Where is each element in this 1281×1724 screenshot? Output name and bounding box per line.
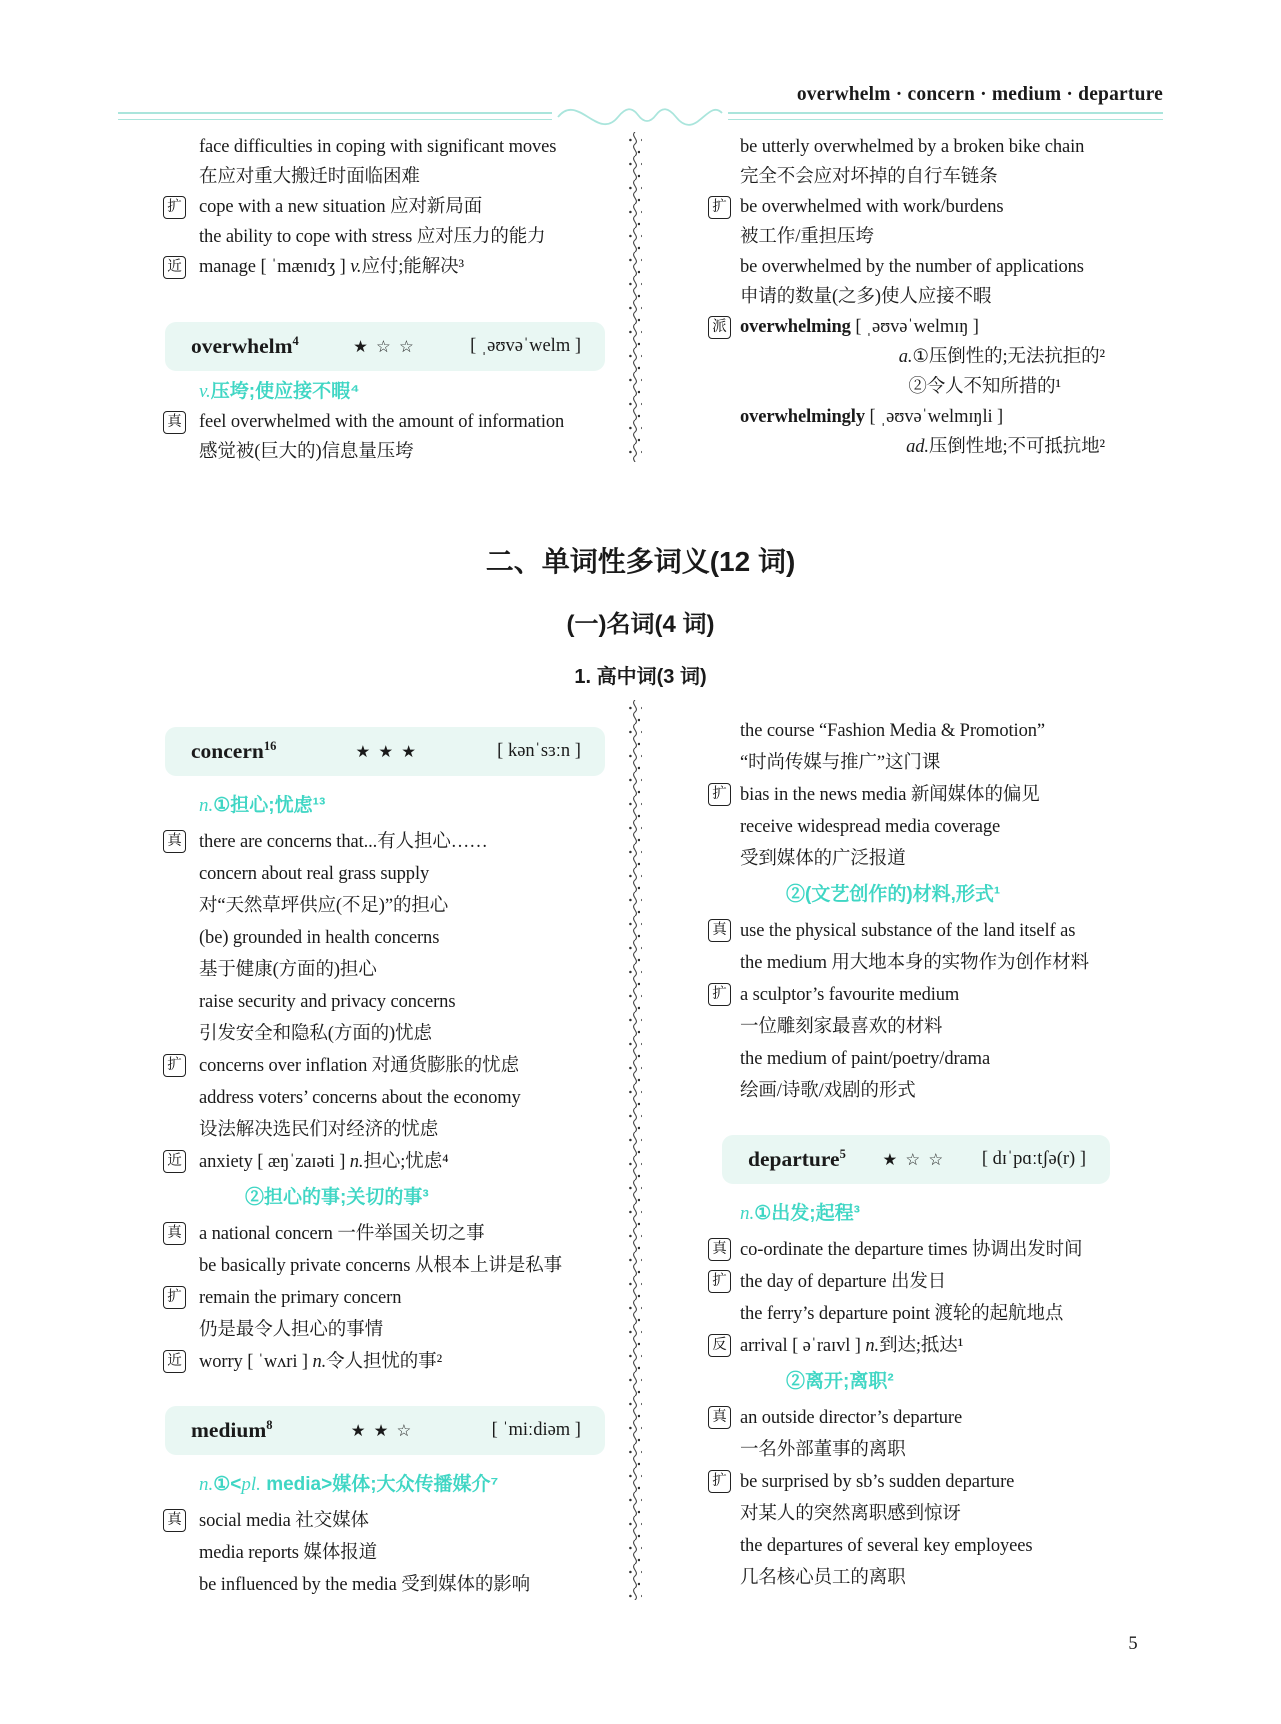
entry-line: 几名核心员工的离职 [740,1568,906,1588]
entry-line: the day of departure 出发日 [740,1272,947,1292]
entry-line: concern about real grass supply [199,864,430,884]
entry-block [163,1218,610,1282]
entry-line: remain the primary concern [199,1288,402,1308]
entry-line: 一位雕刻家最喜欢的材料 [740,1017,943,1037]
entry-line: ②担心的事;关切的事³ [245,1187,429,1208]
entry-line [740,1330,1113,1362]
star-rating: ★ ☆ ☆ [882,1149,946,1169]
entry-block [708,1330,1113,1362]
entry-line: 绘画/诗歌/戏剧的形式 [740,1081,916,1101]
tag-extension: 扩 [708,1470,731,1493]
entry-line: address voters’ concerns about the economy [199,1088,521,1108]
text-run: manage [ ˈmænɪdʒ ] [199,257,351,277]
text-run: ①出发;起程³ [754,1203,860,1224]
headword: overwhelm$^4$ [191,333,299,359]
text-run: ②令人不知所措的¹ [908,377,1061,397]
entry-block [708,312,1113,462]
entry-line: “时尚传媒与推广”这门课 [740,753,941,773]
entry-line [199,1346,610,1378]
entry-block [163,252,610,282]
entry-line [199,252,610,282]
tag-derivative: 派 [708,316,731,339]
entry-line: feel overwhelmed with the amount of information [199,412,565,432]
entry-line: use the physical substance of the land itself as [740,921,1076,941]
headword-card-medium [165,1406,605,1455]
entry-line [740,1198,1113,1230]
tag-exam-example: 真 [708,1238,731,1261]
headword: concern$^{16}$ [191,738,277,764]
entry-block [708,1402,1113,1466]
entry-line: the medium of paint/poetry/drama [740,1049,991,1069]
text-run: n. [199,1474,214,1495]
entry-block [163,192,610,252]
entry-line: concerns over inflation 对通货膨胀的忧虑 [199,1056,519,1076]
entry-line: 感觉被(巨大的)信息量压垮 [199,442,414,462]
entry-line [199,377,610,407]
text-run: [ ˌəʊvəˈwelmɪŋ ] [855,317,979,337]
star-rating: ★ ★ ★ [355,741,419,761]
left-column-bottom [163,727,610,1601]
tag-extension: 扩 [708,983,731,1006]
text-run: ①压倒性的;无法抗拒的² [912,347,1105,367]
text-run: n. [312,1352,327,1372]
frequency-superscript: 16 [263,738,277,753]
column-divider-ornament [628,700,642,1600]
entry-line: an outside director’s departure [740,1408,963,1428]
entry-line [740,372,1113,402]
star-rating: ★ ★ ☆ [350,1420,414,1440]
entry-block [163,1346,610,1378]
text-run: ①担心;忧虑¹³ [213,795,326,816]
column-divider-ornament [628,132,642,462]
text-run: v. [350,257,362,277]
right-column-bottom [708,715,1113,1594]
subsection-heading: (一)名词(4 词) [566,611,715,638]
entry-line: co-ordinate the departure times 协调出发时间 [740,1240,1083,1260]
entry-block [708,715,1113,779]
entry-line: cope with a new situation 应对新局面 [199,197,483,217]
text-run: 应付;能解决³ [361,257,464,277]
phonetic-transcription: [ ˈmiːdiəm ] [491,1420,581,1440]
entry-line: ②离开;离职² [786,1371,894,1392]
header-rule-ornament-icon [552,100,728,130]
entry-block [708,879,1113,911]
entry-line: bias in the news media 新闻媒体的偏见 [740,785,1040,805]
entry-block [163,132,610,192]
headword: medium$^8$ [191,1417,273,1443]
tag-exam-example: 真 [708,919,731,942]
tag-exam-example: 真 [163,1222,186,1245]
entry-block [708,1266,1113,1330]
entry-block [163,1146,610,1178]
text-run: 令人担忧的事² [326,1352,443,1372]
entry-line: face difficulties in coping with significant moves [199,137,557,157]
tag-exam-example: 真 [163,411,186,434]
entry-line [740,402,1113,432]
entry-line [740,342,1113,372]
entry-line: the ferry’s departure point 渡轮的起航地点 [740,1304,1064,1324]
entry-line: be utterly overwhelmed by a broken bike chain [740,137,1085,157]
entry-line: 被工作/重担压垮 [740,227,874,247]
text-run: v. [199,381,211,402]
text-run: a. [898,347,913,367]
entry-line: be overwhelmed by the number of applications [740,257,1084,277]
tag-synonym: 近 [163,1150,186,1173]
entry-line: 设法解决选民们对经济的忧虑 [199,1120,439,1140]
entry-block [708,192,1113,312]
phonetic-transcription: [ ˌəʊvəˈwelm ] [470,336,581,356]
entry-block [708,1466,1113,1594]
entry-line: the medium 用大地本身的实物作为创作材料 [740,953,1089,973]
text-run: n. [199,795,214,816]
entry-line: 完全不会应对坏掉的自行车链条 [740,167,998,187]
text-run: 担心;忧虑⁴ [363,1152,449,1172]
text-run: media>媒体;大众传播媒介⁷ [260,1474,499,1495]
entry-line: 引发安全和隐私(方面的)忧虑 [199,1024,432,1044]
entry-line [199,1469,610,1501]
entry-line [199,1146,610,1178]
frequency-superscript: 8 [266,1417,273,1432]
entry-block [163,377,610,407]
entry-line [740,432,1113,462]
entry-line: (be) grounded in health concerns [199,928,440,948]
text-run: anxiety [ æŋˈzaɪəti ] [199,1152,350,1172]
text-run: ①< [213,1474,242,1495]
right-column-top [708,132,1113,462]
entry-block [708,979,1113,1107]
entry-block [163,1050,610,1146]
entry-line: 在应对重大搬迁时面临困难 [199,167,420,187]
tag-exam-example: 真 [163,1509,186,1532]
tag-extension: 扩 [708,1270,731,1293]
entry-block [708,1366,1113,1398]
entry-line: 对某人的突然离职感到惊讶 [740,1504,961,1524]
tag-extension: 扩 [708,783,731,806]
entry-line: ②(文艺创作的)材料,形式¹ [786,884,1001,905]
entry-line: 仍是最令人担心的事情 [199,1320,384,1340]
entry-line: 申请的数量(之多)使人应接不暇 [740,287,992,307]
running-head-title: overwhelm · concern · medium · departure [796,84,1163,105]
entry-line: the course “Fashion Media & Promotion” [740,721,1045,741]
entry-line: be overwhelmed with work/burdens [740,197,1004,217]
entry-line [199,790,610,822]
tag-extension: 扩 [708,196,731,219]
entry-line [740,312,1113,342]
tag-extension: 扩 [163,196,186,219]
entry-line: social media 社交媒体 [199,1511,369,1531]
text-run: pl. [241,1474,261,1495]
entry-block [163,1469,610,1501]
entry-line: 受到媒体的广泛报道 [740,849,906,869]
entry-line: receive widespread media coverage [740,817,1001,837]
frequency-superscript: 5 [839,1146,846,1161]
text-run: n. [865,1336,880,1356]
entry-block [708,1234,1113,1266]
entry-line: 基于健康(方面的)担心 [199,960,377,980]
entry-block [163,1182,610,1214]
entry-line: there are concerns that...有人担心…… [199,832,488,852]
entry-line: 对“天然草坪供应(不足)”的担心 [199,896,449,916]
entry-line: the ability to cope with stress 应对压力的能力 [199,227,546,247]
headword-card-overwhelm [165,322,605,371]
tag-exam-example: 真 [708,1406,731,1429]
tag-extension: 扩 [163,1054,186,1077]
text-run: n. [740,1203,755,1224]
text-run: overwhelming [740,317,856,337]
text-run: ad. [906,437,929,457]
entry-line: be influenced by the media 受到媒体的影响 [199,1575,531,1595]
entry-block [708,915,1113,979]
entry-block [708,132,1113,192]
entry-line: media reports 媒体报道 [199,1543,378,1563]
entry-line: be surprised by sb’s sudden departure [740,1472,1015,1492]
tag-antonym: 反 [708,1334,731,1357]
tag-extension: 扩 [163,1286,186,1309]
text-run: 到达;抵达¹ [879,1336,964,1356]
frequency-superscript: 4 [292,333,299,348]
entry-line: a national concern 一件举国关切之事 [199,1224,485,1244]
entry-line: a sculptor’s favourite medium [740,985,960,1005]
tag-synonym: 近 [163,256,186,279]
entry-block [163,826,610,1050]
left-column-top [163,132,610,467]
level3-heading: 1. 高中词(3 词) [574,666,707,688]
entry-block [708,1198,1113,1230]
text-run: overwhelmingly [740,407,870,427]
entry-block [163,790,610,822]
headword-card-departure [722,1135,1110,1184]
entry-block [708,779,1113,875]
tag-synonym: 近 [163,1350,186,1373]
headword-card-concern [165,727,605,776]
page-number: 5 [1128,1634,1138,1654]
entry-block [163,1282,610,1346]
entry-block [163,1505,610,1601]
entry-line: the departures of several key employees [740,1536,1033,1556]
text-run: 压垮;使应接不暇⁴ [210,381,360,402]
entry-line: be basically private concerns 从根本上讲是私事 [199,1256,563,1276]
entry-line: 一名外部董事的离职 [740,1440,906,1460]
section-heading: 二、单词性多词义(12 词) [485,546,796,577]
entry-block [163,407,610,467]
text-run: worry [ ˈwʌri ] [199,1352,313,1372]
headword: departure$^5$ [748,1146,846,1172]
phonetic-transcription: [ kənˈsɜːn ] [497,741,581,761]
text-run: n. [349,1152,364,1172]
entry-line: raise security and privacy concerns [199,992,456,1012]
text-run: [ ˌəʊvəˈwelmɪŋli ] [869,407,1004,427]
text-run: 压倒性地;不可抵抗地² [928,437,1105,457]
star-rating: ★ ☆ ☆ [353,336,416,356]
text-run: arrival [ əˈraɪvl ] [740,1336,866,1356]
tag-exam-example: 真 [163,830,186,853]
phonetic-transcription: [ dɪˈpɑːtʃə(r) ] [981,1149,1086,1169]
